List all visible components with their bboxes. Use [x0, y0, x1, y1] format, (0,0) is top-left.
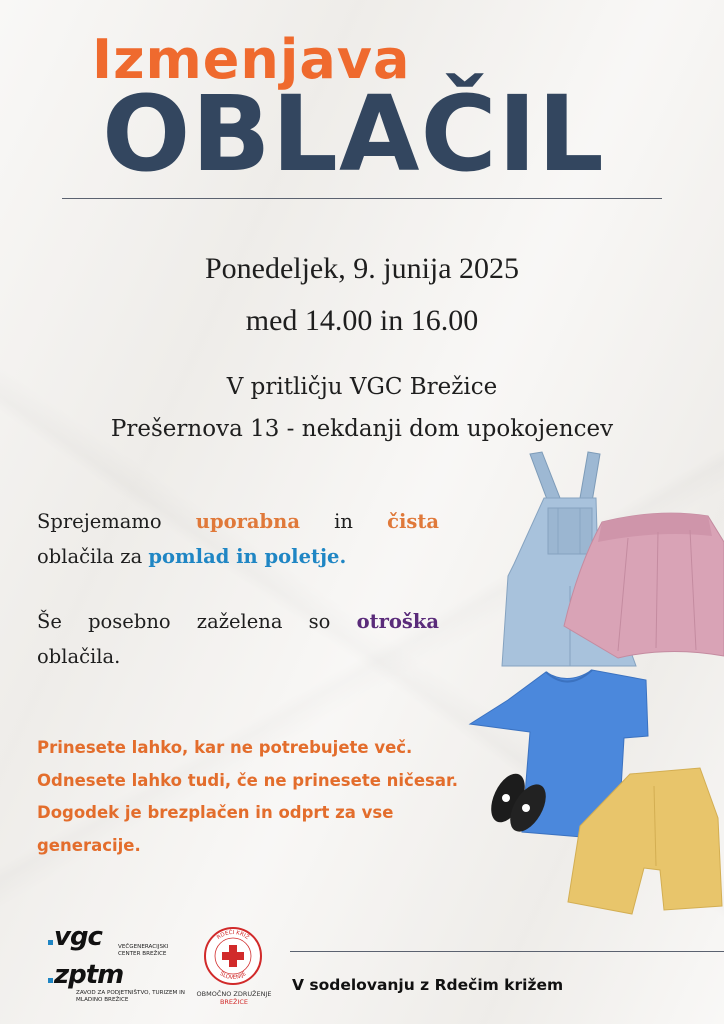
logo-dot-icon: [48, 978, 53, 983]
vgc-logo-text: vgc: [54, 922, 102, 952]
red-cross-caption-line1: OBMOČNO ZDRUŽENJE: [196, 990, 272, 998]
text: Še posebno zaželena so: [37, 610, 331, 633]
seal-bottom-text: SLOVENIJE: [218, 971, 248, 982]
paragraph-accepting: [37, 504, 439, 574]
event-address: Prešernova 13 - nekdanji dom upokojencev: [110, 416, 614, 442]
event-time: med 14.00 in 16.00: [245, 304, 479, 337]
paragraph-line: [37, 504, 439, 539]
vgc-logo: [48, 922, 102, 952]
zptm-logo-subtitle: ZAVOD ZA PODJETNIŠTVO, TURIZEM IN MLADINO BREŽICE: [76, 990, 185, 1003]
info-line: Prinesete lahko, kar ne potrebujete več.: [37, 738, 413, 757]
info-line: Dogodek je brezplačen in odprt za vse generacije.: [37, 803, 394, 855]
text: oblačila za: [37, 545, 143, 568]
zptm-logo-text: zptm: [54, 960, 124, 990]
vgc-logo-subtitle: VEČGENERACIJSKI CENTER BREŽICE: [118, 944, 169, 957]
divider-top: [62, 198, 662, 199]
red-cross-caption-line2: BREŽICE: [219, 998, 249, 1006]
logo-dot-icon: [48, 940, 53, 945]
highlight-season: pomlad in poletje.: [148, 545, 347, 568]
red-cross-caption: [196, 990, 272, 1006]
highlight-clean: čista: [387, 510, 439, 533]
highlight-usable: uporabna: [195, 510, 300, 533]
event-date: Ponedeljek, 9. junija 2025: [204, 252, 520, 285]
info-line: Odnesete lahko tudi, če ne prinesete ničesar.: [37, 770, 459, 790]
zptm-logo: [48, 960, 123, 990]
title-oblacil: OBLAČIL: [102, 73, 605, 195]
text: oblačila.: [37, 645, 121, 668]
event-location: V pritličju VGC Brežice: [226, 374, 498, 400]
info-block: [37, 732, 487, 862]
highlight-children: otroška: [356, 610, 440, 633]
partner-note: V sodelovanju z Rdečim križem: [292, 976, 564, 994]
red-cross-seal-icon: [203, 926, 263, 986]
divider-bottom: [290, 951, 724, 952]
text: Sprejemamo: [37, 510, 162, 533]
paragraph-line: [37, 604, 439, 639]
clothing-illustration: [468, 446, 724, 926]
paragraph-children: [37, 604, 439, 674]
text: in: [334, 510, 353, 533]
seal-top-text: RDEČI KRIŽ: [216, 929, 250, 942]
title-izmenjava: Izmenjava: [92, 28, 411, 91]
